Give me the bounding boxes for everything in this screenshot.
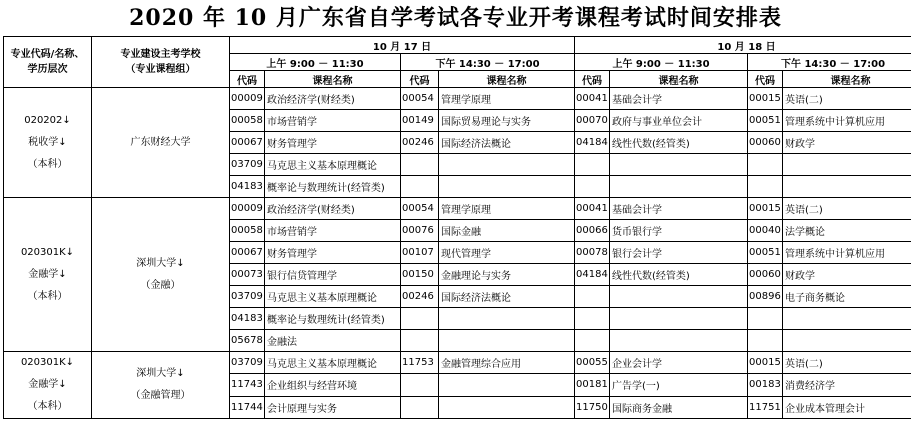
course-name-cell: 金融法 <box>265 330 401 352</box>
course-name-cell: 财政学 <box>783 132 911 154</box>
header-day2-am: 上午 9:00 － 11:30 <box>575 54 748 71</box>
course-name-cell: 马克思主义基本原理概论 <box>265 154 401 176</box>
major-line: 金融学↓ <box>28 268 67 280</box>
course-code-cell <box>401 308 439 330</box>
course-name-cell: 企业会计学 <box>610 352 748 374</box>
course-name-cell <box>783 308 911 330</box>
course-code-cell: 00055 <box>575 352 610 374</box>
course-name-cell: 政治经济学(财经类) <box>265 198 401 220</box>
course-code-cell <box>748 330 783 352</box>
school-line: 广东财经大学 <box>130 136 191 148</box>
course-name-cell <box>610 176 748 198</box>
course-code-cell: 00896 <box>748 286 783 308</box>
course-code-cell <box>748 154 783 176</box>
course-code-cell: 00067 <box>230 242 265 264</box>
course-name-cell <box>610 286 748 308</box>
course-code-cell: 00066 <box>575 220 610 242</box>
course-code-cell: 11750 <box>575 396 610 418</box>
course-code-cell: 00009 <box>230 88 265 110</box>
course-name-cell <box>439 176 575 198</box>
course-code-cell: 00073 <box>230 264 265 286</box>
course-name-cell: 基础会计学 <box>610 198 748 220</box>
major-cell <box>4 352 92 419</box>
course-code-cell: 00054 <box>401 198 439 220</box>
course-code-cell: 00246 <box>401 286 439 308</box>
header-day1-am: 上午 9:00 － 11:30 <box>230 54 401 71</box>
course-code-cell: 03709 <box>230 154 265 176</box>
course-code-cell: 03709 <box>230 286 265 308</box>
course-code-cell <box>575 154 610 176</box>
course-code-cell: 00040 <box>748 220 783 242</box>
course-code-cell: 04183 <box>230 308 265 330</box>
course-code-cell <box>401 176 439 198</box>
course-code-cell <box>401 396 439 418</box>
course-name-cell: 管理系统中计算机应用 <box>783 110 911 132</box>
course-code-cell: 00076 <box>401 220 439 242</box>
course-code-cell: 00051 <box>748 242 783 264</box>
course-name-cell: 市场营销学 <box>265 220 401 242</box>
header-school: 专业建设主考学校（专业课程组） <box>92 37 230 88</box>
course-code-cell: 03709 <box>230 352 265 374</box>
table-row <box>4 352 911 374</box>
course-name-cell <box>439 308 575 330</box>
course-name-cell <box>783 176 911 198</box>
course-name-cell: 管理学原理 <box>439 88 575 110</box>
course-name-cell: 基础会计学 <box>610 88 748 110</box>
course-name-cell: 国际经济法概论 <box>439 132 575 154</box>
course-code-cell: 04184 <box>575 264 610 286</box>
course-name-cell: 国际贸易理论与实务 <box>439 110 575 132</box>
course-name-cell: 法学概论 <box>783 220 911 242</box>
course-code-cell <box>575 330 610 352</box>
header-code: 代码 <box>575 71 610 88</box>
course-code-cell: 11743 <box>230 374 265 396</box>
course-name-cell: 线性代数(经管类) <box>610 132 748 154</box>
course-code-cell: 00060 <box>748 132 783 154</box>
course-code-cell: 11753 <box>401 352 439 374</box>
course-code-cell: 00015 <box>748 352 783 374</box>
school-cell <box>92 352 230 419</box>
course-name-cell: 财务管理学 <box>265 242 401 264</box>
course-name-cell: 货币银行学 <box>610 220 748 242</box>
header-course: 课程名称 <box>783 71 911 88</box>
course-name-cell: 国际商务金融 <box>610 396 748 418</box>
table-row <box>4 198 911 220</box>
course-code-cell: 00183 <box>748 374 783 396</box>
course-code-cell: 00150 <box>401 264 439 286</box>
course-code-cell <box>575 176 610 198</box>
course-name-cell: 英语(二) <box>783 352 911 374</box>
major-line: 020202↓ <box>24 114 71 126</box>
course-name-cell: 马克思主义基本原理概论 <box>265 286 401 308</box>
course-name-cell: 企业组织与经营环境 <box>265 374 401 396</box>
major-line: 020301K↓ <box>20 246 75 258</box>
course-name-cell: 概率论与数理统计(经管类) <box>265 176 401 198</box>
course-name-cell <box>439 330 575 352</box>
course-code-cell <box>575 308 610 330</box>
major-line: 金融学↓ <box>28 379 67 390</box>
header-code: 代码 <box>748 71 783 88</box>
school-cell <box>92 198 230 352</box>
course-name-cell: 线性代数(经管类) <box>610 264 748 286</box>
course-code-cell <box>401 154 439 176</box>
course-code-cell: 04183 <box>230 176 265 198</box>
course-name-cell: 企业成本管理会计 <box>783 396 911 418</box>
header-major: 专业代码/名称、学历层次 <box>4 37 92 88</box>
school-line: （金融） <box>140 279 181 291</box>
major-line: （本科） <box>27 158 68 170</box>
course-code-cell <box>575 286 610 308</box>
header-day1: 10 月 17 日 <box>230 37 575 54</box>
course-name-cell: 国际金融 <box>439 220 575 242</box>
schedule-body <box>4 88 911 419</box>
course-name-cell: 财政学 <box>783 264 911 286</box>
course-code-cell: 11744 <box>230 396 265 418</box>
major-cell <box>4 198 92 352</box>
course-name-cell: 会计原理与实务 <box>265 396 401 418</box>
course-code-cell <box>748 176 783 198</box>
schedule-table <box>3 36 911 419</box>
course-code-cell: 00246 <box>401 132 439 154</box>
school-line: 深圳大学↓ <box>136 368 185 379</box>
course-code-cell: 00070 <box>575 110 610 132</box>
course-name-cell: 金融管理综合应用 <box>439 352 575 374</box>
header-course: 课程名称 <box>610 71 748 88</box>
header-course: 课程名称 <box>265 71 401 88</box>
course-name-cell <box>783 154 911 176</box>
school-cell <box>92 88 230 198</box>
course-name-cell: 市场营销学 <box>265 110 401 132</box>
course-code-cell: 00149 <box>401 110 439 132</box>
major-line: 税收学↓ <box>28 136 67 148</box>
major-line: 020301K↓ <box>20 357 75 368</box>
header-code: 代码 <box>230 71 265 88</box>
course-code-cell: 00009 <box>230 198 265 220</box>
course-name-cell <box>783 330 911 352</box>
course-name-cell <box>610 330 748 352</box>
course-code-cell: 00078 <box>575 242 610 264</box>
header-day2-pm: 下午 14:30 － 17:00 <box>748 54 911 71</box>
course-code-cell: 11751 <box>748 396 783 418</box>
school-line: 深圳大学↓ <box>136 257 185 269</box>
course-code-cell: 00058 <box>230 220 265 242</box>
course-name-cell: 管理系统中计算机应用 <box>783 242 911 264</box>
course-code-cell: 04184 <box>575 132 610 154</box>
course-name-cell: 英语(二) <box>783 198 911 220</box>
course-name-cell: 政治经济学(财经类) <box>265 88 401 110</box>
course-code-cell: 00041 <box>575 198 610 220</box>
course-code-cell: 00054 <box>401 88 439 110</box>
course-name-cell <box>610 308 748 330</box>
course-code-cell <box>748 308 783 330</box>
major-line: （本科） <box>27 401 68 412</box>
course-code-cell: 00015 <box>748 88 783 110</box>
course-name-cell: 现代管理学 <box>439 242 575 264</box>
course-name-cell: 银行信贷管理学 <box>265 264 401 286</box>
course-code-cell <box>401 330 439 352</box>
course-name-cell <box>439 396 575 418</box>
course-name-cell <box>439 374 575 396</box>
course-code-cell: 00058 <box>230 110 265 132</box>
school-line: （金融管理） <box>130 390 191 401</box>
course-name-cell: 广告学(一) <box>610 374 748 396</box>
major-cell <box>4 88 92 198</box>
course-name-cell: 政府与事业单位会计 <box>610 110 748 132</box>
course-code-cell <box>401 374 439 396</box>
course-name-cell: 概率论与数理统计(经管类) <box>265 308 401 330</box>
header-code: 代码 <box>401 71 439 88</box>
course-code-cell: 00060 <box>748 264 783 286</box>
course-code-cell: 00107 <box>401 242 439 264</box>
course-code-cell: 00015 <box>748 198 783 220</box>
course-name-cell: 国际经济法概论 <box>439 286 575 308</box>
course-code-cell: 05678 <box>230 330 265 352</box>
header-day2: 10 月 18 日 <box>575 37 911 54</box>
course-name-cell: 金融理论与实务 <box>439 264 575 286</box>
course-code-cell: 00181 <box>575 374 610 396</box>
course-name-cell <box>439 154 575 176</box>
table-row <box>4 88 911 110</box>
course-code-cell: 00041 <box>575 88 610 110</box>
course-code-cell: 00067 <box>230 132 265 154</box>
course-name-cell: 管理学原理 <box>439 198 575 220</box>
page-title: 2020 年 10 月广东省自学考试各专业开考课程考试时间安排表 <box>129 5 782 31</box>
course-name-cell: 英语(二) <box>783 88 911 110</box>
course-name-cell: 银行会计学 <box>610 242 748 264</box>
course-name-cell: 电子商务概论 <box>783 286 911 308</box>
course-name-cell: 消费经济学 <box>783 374 911 396</box>
course-name-cell: 财务管理学 <box>265 132 401 154</box>
course-name-cell <box>610 154 748 176</box>
course-name-cell: 马克思主义基本原理概论 <box>265 352 401 374</box>
major-line: （本科） <box>27 290 68 302</box>
course-code-cell: 00051 <box>748 110 783 132</box>
header-day1-pm: 下午 14:30 － 17:00 <box>401 54 575 71</box>
header-course: 课程名称 <box>439 71 575 88</box>
